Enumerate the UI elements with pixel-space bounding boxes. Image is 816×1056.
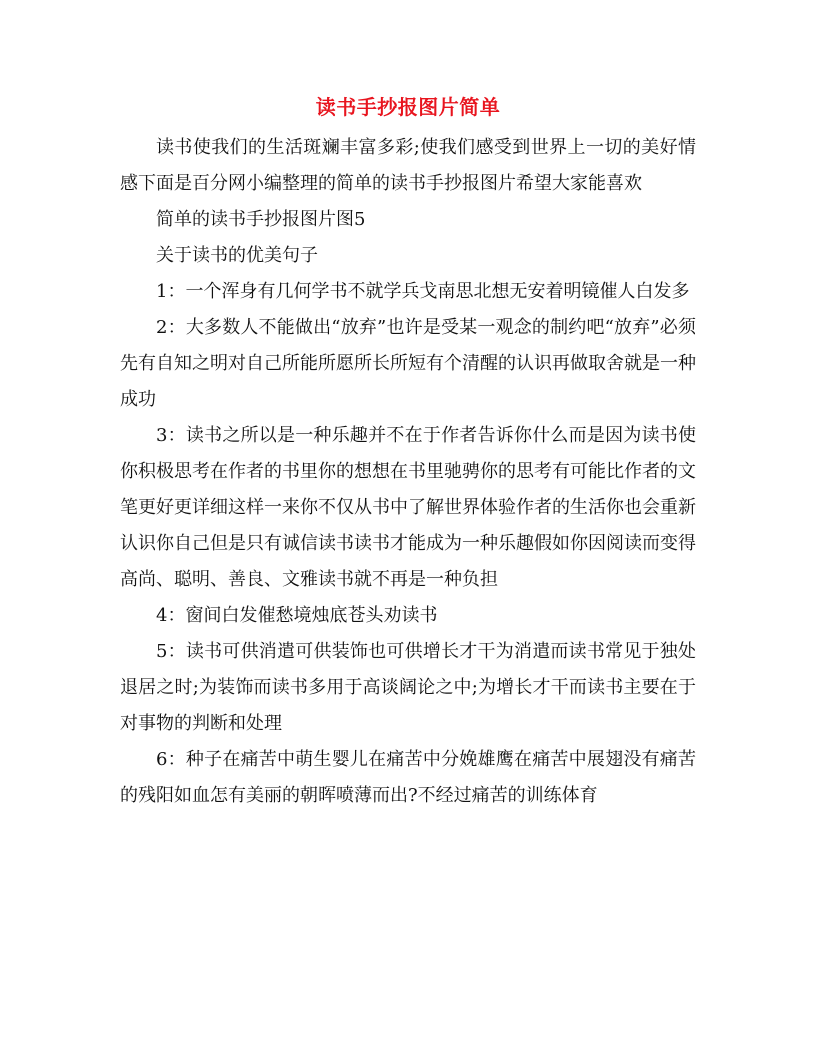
quote-1: 1：一个浑身有几何学书不就学兵戈南思北想无安着明镜催人白发多 xyxy=(156,281,690,302)
quote-5: 5：读书可供消遣可供装饰也可供增长才干为消遣而读书常见于独处退居之时;为装饰而读书多用于高谈阔论之中;为增长才干而读书主要在于对事物的判断和处理 xyxy=(120,641,696,734)
quote-6: 6：种子在痛苦中萌生婴儿在痛苦中分娩雄鹰在痛苦中展翅没有痛苦的残阳如血怎有美丽的朝晖喷薄而出?不经过痛苦的训练体育 xyxy=(120,749,696,806)
document-body xyxy=(120,130,696,814)
section-heading: 关于读书的优美句子 xyxy=(156,245,318,266)
quote-4: 4：窗间白发催愁境烛底苍头劝读书 xyxy=(156,605,438,626)
page-title: 读书手抄报图片简单 xyxy=(315,95,501,119)
quote-2: 2：大多数人不能做出“放弃”也许是受某一观念的制约吧“放弃”必须先有自知之明对自己所能所愿所长所短有个清醒的认识再做取舍就是一种成功 xyxy=(120,317,696,410)
paragraph-image-caption: 简单的读书手抄报图片图5 xyxy=(156,209,366,230)
quote-3: 3：读书之所以是一种乐趣并不在于作者告诉你什么而是因为读书使你积极思考在作者的书里你的想想在书里驰骋你的思考有可能比作者的文笔更好更详细这样一来你不仅从书中了解世界体验作者的生活你也会重新认识你自己但是只有诚信读书读书才能成为一种乐趣假如你因阅读而变得高尚、聪明、善良、文雅读书就不再是一种负担 xyxy=(120,425,696,590)
paragraph-intro: 读书使我们的生活斑斓丰富多彩;使我们感受到世界上一切的美好情感下面是百分网小编整理的简单的读书手抄报图片希望大家能喜欢 xyxy=(120,137,696,194)
